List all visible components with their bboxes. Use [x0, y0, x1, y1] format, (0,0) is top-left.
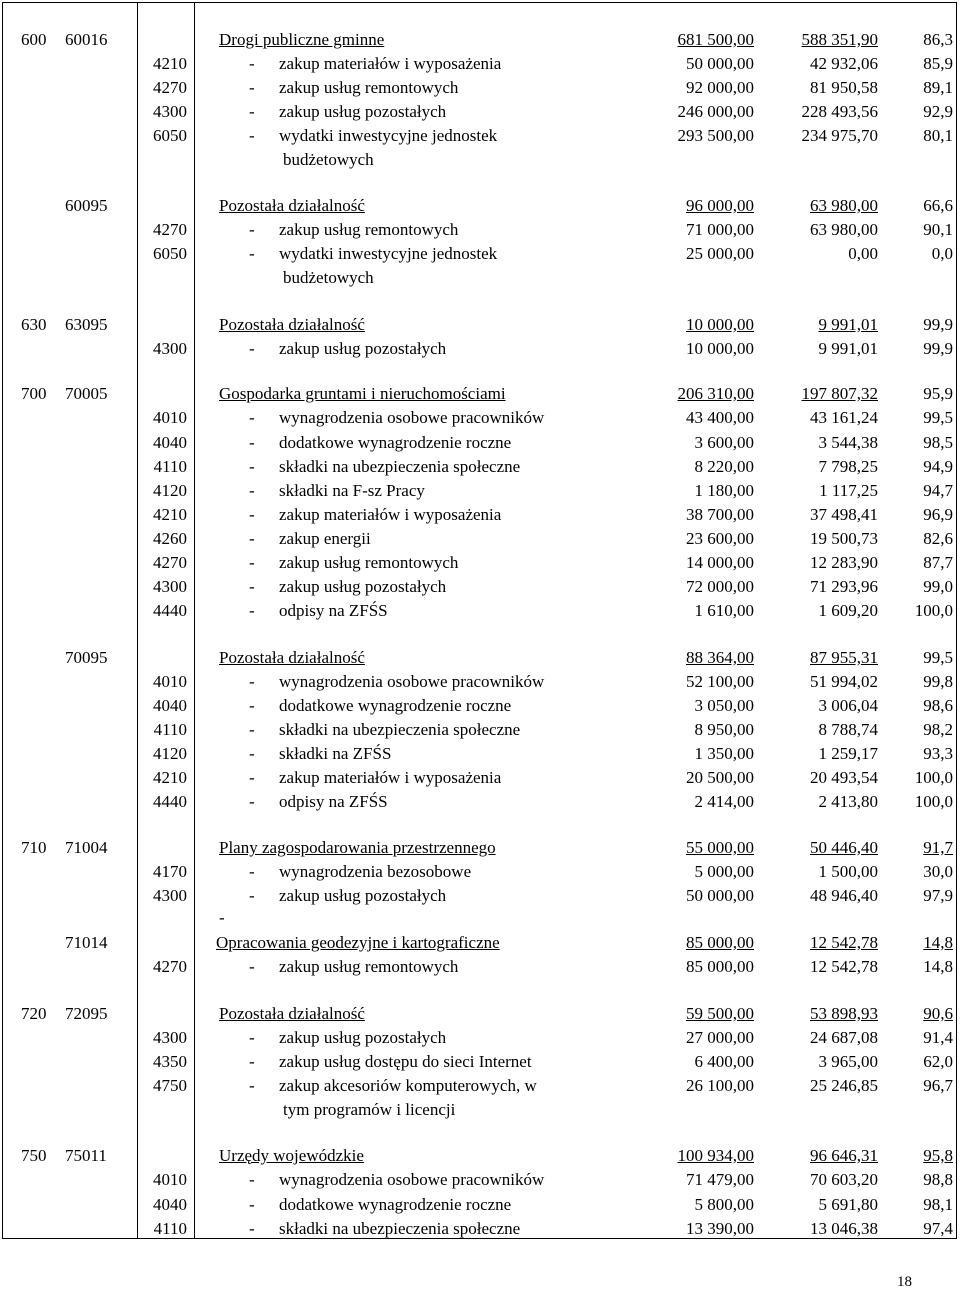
table-row: [3, 382, 956, 406]
percent-value: 99,9: [923, 315, 953, 334]
percent-value: 0,0: [931, 244, 953, 263]
executed-amount: 81 950,58: [810, 78, 878, 97]
table-row: [3, 455, 956, 479]
plan-amount: 8 950,00: [694, 720, 754, 739]
dash: -: [249, 768, 255, 787]
item-text: zakup usług pozostałych: [279, 886, 447, 905]
item-text: wynagrodzenia bezosobowe: [279, 862, 472, 881]
table-row: [3, 52, 956, 76]
plan-amount: 85 000,00: [686, 957, 754, 976]
plan-amount: 14 000,00: [686, 553, 754, 572]
item-text: zakup usług pozostałych: [279, 1028, 447, 1047]
dash: -: [249, 505, 255, 524]
item-text: zakup usług remontowych: [279, 220, 459, 239]
plan-amount: 681 500,00: [677, 30, 754, 49]
plan-amount: 1 180,00: [694, 481, 754, 500]
table-row: [3, 194, 956, 218]
item-text: odpisy na ZFŚS: [279, 601, 388, 620]
executed-amount: 3 544,38: [818, 433, 878, 452]
page-number: 18: [897, 1274, 912, 1290]
item-text: zakup usług pozostałych: [279, 339, 447, 358]
table-row: [3, 766, 956, 790]
item-text: składki na F-sz Pracy: [279, 481, 425, 500]
rozdzial-code: 70095: [65, 648, 108, 667]
table-row: [3, 1217, 956, 1241]
item-text: dodatkowe wynagrodzenie roczne: [279, 1195, 512, 1214]
percent-value: 97,9: [923, 886, 953, 905]
paragraf-code: 4210: [153, 54, 187, 73]
dzial-code: 700: [21, 384, 47, 403]
plan-amount: 50 000,00: [686, 886, 754, 905]
percent-value: 98,5: [923, 433, 953, 452]
percent-value: 98,6: [923, 696, 953, 715]
item-text: wydatki inwestycyjne jednostek: [279, 126, 498, 145]
plan-amount: 72 000,00: [686, 577, 754, 596]
paragraf-code: 4750: [153, 1076, 187, 1095]
table-row: [3, 242, 956, 266]
paragraf-code: 4270: [153, 220, 187, 239]
dash: -: [249, 672, 255, 691]
dash: -: [249, 102, 255, 121]
rozdzial-code: 71014: [65, 933, 108, 952]
paragraf-code: 4260: [153, 529, 187, 548]
percent-value: 98,1: [923, 1195, 953, 1214]
percent-value: 100,0: [914, 601, 953, 620]
paragraf-code: 4300: [153, 339, 187, 358]
executed-amount: 12 542,78: [810, 933, 878, 952]
paragraf-code: 4170: [153, 862, 187, 881]
table-row: [3, 931, 956, 955]
table-row: [3, 28, 956, 52]
dash: -: [249, 696, 255, 715]
table-row: [3, 218, 956, 242]
table-row: [3, 503, 956, 527]
percent-value: 90,1: [923, 220, 953, 239]
percent-value: 94,7: [923, 481, 953, 500]
dash: -: [249, 1219, 255, 1238]
table-row: [3, 1050, 956, 1074]
table-row: [3, 479, 956, 503]
percent-value: 98,2: [923, 720, 953, 739]
percent-value: 85,9: [923, 54, 953, 73]
executed-amount: 12 542,78: [810, 957, 878, 976]
table-row: [3, 575, 956, 599]
percent-value: 14,8: [923, 957, 953, 976]
rozdzial-code: 72095: [65, 1004, 108, 1023]
item-text: zakup usług pozostałych: [279, 577, 447, 596]
item-text: zakup usług remontowych: [279, 553, 459, 572]
item-text: składki na ZFŚS: [279, 744, 392, 763]
paragraf-code: 4110: [153, 720, 187, 739]
dash: -: [249, 78, 255, 97]
executed-amount: 42 932,06: [810, 54, 878, 73]
paragraf-code: 4440: [153, 601, 187, 620]
table-row: [3, 1002, 956, 1026]
paragraf-code: 4300: [153, 102, 187, 121]
dzial-code: 750: [21, 1146, 47, 1165]
section-title: Drogi publiczne gminne: [219, 30, 385, 49]
executed-amount: 9 991,01: [818, 339, 878, 358]
executed-amount: 9 991,01: [818, 315, 878, 334]
dash: -: [249, 886, 255, 905]
paragraf-code: 4010: [153, 1170, 187, 1189]
dash: -: [249, 126, 255, 145]
executed-amount: 51 994,02: [810, 672, 878, 691]
dash: -: [249, 1195, 255, 1214]
dash: -: [249, 457, 255, 476]
executed-amount: 48 946,40: [810, 886, 878, 905]
table-row: [3, 527, 956, 551]
section-title: Pozostała działalność: [219, 315, 365, 334]
table-row: [3, 431, 956, 455]
executed-amount: 70 603,20: [810, 1170, 878, 1189]
plan-amount: 50 000,00: [686, 54, 754, 73]
percent-value: 82,6: [923, 529, 953, 548]
table-row: [3, 718, 956, 742]
plan-amount: 88 364,00: [686, 648, 754, 667]
percent-value: 87,7: [923, 553, 953, 572]
table-row: [3, 100, 956, 124]
plan-amount: 71 000,00: [686, 220, 754, 239]
table-row: [3, 742, 956, 766]
executed-amount: 43 161,24: [810, 408, 878, 427]
plan-amount: 55 000,00: [686, 838, 754, 857]
executed-amount: 1 609,20: [818, 601, 878, 620]
executed-amount: 2 413,80: [818, 792, 878, 811]
table-row: [3, 148, 956, 172]
table-row: [3, 1193, 956, 1217]
percent-value: 95,9: [923, 384, 953, 403]
percent-value: 99,5: [923, 408, 953, 427]
percent-value: 90,6: [923, 1004, 953, 1023]
plan-amount: 23 600,00: [686, 529, 754, 548]
dzial-code: 600: [21, 30, 47, 49]
item-text: składki na ubezpieczenia społeczne: [279, 720, 521, 739]
item-text: zakup usług remontowych: [279, 78, 459, 97]
plan-amount: 10 000,00: [686, 339, 754, 358]
percent-value: 66,6: [923, 196, 953, 215]
item-text: zakup materiałów i wyposażenia: [279, 768, 502, 787]
table-row: [3, 76, 956, 100]
percent-value: 99,0: [923, 577, 953, 596]
plan-amount: 3 600,00: [694, 433, 754, 452]
dash: -: [249, 339, 255, 358]
plan-amount: 43 400,00: [686, 408, 754, 427]
paragraf-code: 4300: [153, 577, 187, 596]
plan-amount: 25 000,00: [686, 244, 754, 263]
dash: -: [249, 408, 255, 427]
percent-value: 99,5: [923, 648, 953, 667]
table-row: [3, 646, 956, 670]
stray-dash: -: [219, 908, 225, 927]
percent-value: 86,3: [923, 30, 953, 49]
section-title: Gospodarka gruntami i nieruchomościami: [219, 384, 506, 403]
paragraf-code: 4270: [153, 78, 187, 97]
dash: -: [249, 529, 255, 548]
executed-amount: 234 975,70: [801, 126, 878, 145]
plan-amount: 3 050,00: [694, 696, 754, 715]
dash: -: [249, 720, 255, 739]
paragraf-code: 4110: [153, 457, 187, 476]
paragraf-code: 4270: [153, 553, 187, 572]
dash: -: [249, 481, 255, 500]
paragraf-code: 6050: [153, 126, 187, 145]
plan-amount: 8 220,00: [694, 457, 754, 476]
plan-amount: 1 350,00: [694, 744, 754, 763]
plan-amount: 13 390,00: [686, 1219, 754, 1238]
executed-amount: 228 493,56: [801, 102, 878, 121]
paragraf-code: 4300: [153, 886, 187, 905]
percent-value: 30,0: [923, 862, 953, 881]
table-row: [3, 1098, 956, 1122]
executed-amount: 7 798,25: [818, 457, 878, 476]
item-text: zakup usług dostępu do sieci Internet: [279, 1052, 532, 1071]
executed-amount: 5 691,80: [818, 1195, 878, 1214]
dash: -: [249, 1028, 255, 1047]
plan-amount: 293 500,00: [677, 126, 754, 145]
item-text: zakup energii: [279, 529, 371, 548]
section-title: Plany zagospodarowania przestrzennego: [219, 838, 496, 857]
table-row: [3, 1074, 956, 1098]
item-text: wynagrodzenia osobowe pracowników: [279, 672, 545, 691]
executed-amount: 24 687,08: [810, 1028, 878, 1047]
executed-amount: 20 493,54: [810, 768, 878, 787]
plan-amount: 206 310,00: [677, 384, 754, 403]
rozdzial-code: 63095: [65, 315, 108, 334]
item-text: wynagrodzenia osobowe pracowników: [279, 408, 545, 427]
dash: -: [249, 1076, 255, 1095]
executed-amount: 96 646,31: [810, 1146, 878, 1165]
paragraf-code: 4040: [153, 696, 187, 715]
executed-amount: 0,00: [848, 244, 878, 263]
executed-amount: 19 500,73: [810, 529, 878, 548]
plan-amount: 10 000,00: [686, 315, 754, 334]
section-title: Pozostała działalność: [219, 648, 365, 667]
dash: -: [249, 1170, 255, 1189]
table-row: [3, 599, 956, 623]
table-row: [3, 884, 956, 908]
executed-amount: 63 980,00: [810, 220, 878, 239]
item-name-continuation: budżetowych: [283, 268, 374, 287]
dash: -: [249, 553, 255, 572]
executed-amount: 13 046,38: [810, 1219, 878, 1238]
dash: -: [249, 957, 255, 976]
table-row: [3, 266, 956, 290]
plan-amount: 2 414,00: [694, 792, 754, 811]
executed-amount: 8 788,74: [818, 720, 878, 739]
executed-amount: 63 980,00: [810, 196, 878, 215]
rozdzial-code: 60016: [65, 30, 108, 49]
table-row: [3, 551, 956, 575]
table-row: [3, 860, 956, 884]
dzial-code: 630: [21, 315, 47, 334]
dash: -: [249, 792, 255, 811]
plan-amount: 38 700,00: [686, 505, 754, 524]
dash: -: [249, 433, 255, 452]
paragraf-code: 4040: [153, 433, 187, 452]
paragraf-code: 4120: [153, 744, 187, 763]
executed-amount: 53 898,93: [810, 1004, 878, 1023]
percent-value: 80,1: [923, 126, 953, 145]
paragraf-code: 4120: [153, 481, 187, 500]
section-title: Urzędy wojewódzkie: [219, 1146, 364, 1165]
item-text: dodatkowe wynagrodzenie roczne: [279, 696, 512, 715]
executed-amount: 3 006,04: [818, 696, 878, 715]
item-text: składki na ubezpieczenia społeczne: [279, 457, 521, 476]
rozdzial-code: 70005: [65, 384, 108, 403]
paragraf-code: 4300: [153, 1028, 187, 1047]
table-row: [3, 670, 956, 694]
plan-amount: 5 800,00: [694, 1195, 754, 1214]
plan-amount: 71 479,00: [686, 1170, 754, 1189]
executed-amount: 12 283,90: [810, 553, 878, 572]
plan-amount: 20 500,00: [686, 768, 754, 787]
plan-amount: 92 000,00: [686, 78, 754, 97]
dzial-code: 710: [21, 838, 47, 857]
table-row: [3, 694, 956, 718]
plan-amount: 85 000,00: [686, 933, 754, 952]
budget-table: [2, 2, 957, 1239]
percent-value: 99,9: [923, 339, 953, 358]
executed-amount: 588 351,90: [801, 30, 878, 49]
paragraf-code: 4110: [153, 1219, 187, 1238]
dash: -: [249, 744, 255, 763]
item-name-continuation: budżetowych: [283, 150, 374, 169]
item-text: składki na ubezpieczenia społeczne: [279, 1219, 521, 1238]
executed-amount: 1 117,25: [819, 481, 878, 500]
plan-amount: 27 000,00: [686, 1028, 754, 1047]
plan-amount: 100 934,00: [677, 1146, 754, 1165]
percent-value: 97,4: [923, 1219, 953, 1238]
percent-value: 96,7: [923, 1076, 953, 1095]
item-text: wynagrodzenia osobowe pracowników: [279, 1170, 545, 1189]
percent-value: 94,9: [923, 457, 953, 476]
dash: -: [249, 244, 255, 263]
table-row: [3, 1026, 956, 1050]
item-text: dodatkowe wynagrodzenie roczne: [279, 433, 512, 452]
percent-value: 91,7: [923, 838, 953, 857]
item-text: zakup materiałów i wyposażenia: [279, 54, 502, 73]
plan-amount: 1 610,00: [694, 601, 754, 620]
rozdzial-code: 75011: [65, 1146, 107, 1165]
rozdzial-code: 71004: [65, 838, 108, 857]
executed-amount: 87 955,31: [810, 648, 878, 667]
table-row: [3, 406, 956, 430]
item-name-continuation: tym programów i licencji: [283, 1100, 456, 1119]
executed-amount: 197 807,32: [801, 384, 878, 403]
percent-value: 89,1: [923, 78, 953, 97]
table-row: [3, 955, 956, 979]
paragraf-code: 4350: [153, 1052, 187, 1071]
table-row: [3, 906, 956, 930]
item-text: zakup materiałów i wyposażenia: [279, 505, 502, 524]
percent-value: 93,3: [923, 744, 953, 763]
percent-value: 91,4: [923, 1028, 953, 1047]
paragraf-code: 4210: [153, 505, 187, 524]
plan-amount: 52 100,00: [686, 672, 754, 691]
percent-value: 98,8: [923, 1170, 953, 1189]
percent-value: 99,8: [923, 672, 953, 691]
plan-amount: 5 000,00: [694, 862, 754, 881]
dash: -: [249, 601, 255, 620]
item-text: odpisy na ZFŚS: [279, 792, 388, 811]
paragraf-code: 6050: [153, 244, 187, 263]
table-row: [3, 836, 956, 860]
section-title: Pozostała działalność: [219, 1004, 365, 1023]
table-row: [3, 124, 956, 148]
percent-value: 100,0: [914, 792, 953, 811]
executed-amount: 1 259,17: [818, 744, 878, 763]
plan-amount: 96 000,00: [686, 196, 754, 215]
plan-amount: 6 400,00: [694, 1052, 754, 1071]
paragraf-code: 4210: [153, 768, 187, 787]
table-row: [3, 1168, 956, 1192]
dash: -: [249, 862, 255, 881]
item-text: wydatki inwestycyjne jednostek: [279, 244, 498, 263]
dash: -: [249, 577, 255, 596]
paragraf-code: 4440: [153, 792, 187, 811]
paragraf-code: 4010: [153, 408, 187, 427]
plan-amount: 246 000,00: [677, 102, 754, 121]
executed-amount: 25 246,85: [810, 1076, 878, 1095]
rozdzial-code: 60095: [65, 196, 108, 215]
item-text: zakup usług remontowych: [279, 957, 459, 976]
dzial-code: 720: [21, 1004, 47, 1023]
executed-amount: 37 498,41: [810, 505, 878, 524]
dash: -: [249, 220, 255, 239]
percent-value: 100,0: [914, 768, 953, 787]
paragraf-code: 4040: [153, 1195, 187, 1214]
plan-amount: 26 100,00: [686, 1076, 754, 1095]
percent-value: 62,0: [923, 1052, 953, 1071]
percent-value: 92,9: [923, 102, 953, 121]
section-title: Opracowania geodezyjne i kartograficzne: [216, 933, 500, 952]
dash: -: [249, 54, 255, 73]
item-text: zakup akcesoriów komputerowych, w: [279, 1076, 537, 1095]
executed-amount: 3 965,00: [818, 1052, 878, 1071]
item-text: zakup usług pozostałych: [279, 102, 447, 121]
paragraf-code: 4270: [153, 957, 187, 976]
table-row: [3, 337, 956, 361]
executed-amount: 71 293,96: [810, 577, 878, 596]
percent-value: 96,9: [923, 505, 953, 524]
dash: -: [249, 1052, 255, 1071]
executed-amount: 50 446,40: [810, 838, 878, 857]
table-row: [3, 313, 956, 337]
table-row: [3, 790, 956, 814]
executed-amount: 1 500,00: [818, 862, 878, 881]
paragraf-code: 4010: [153, 672, 187, 691]
section-title: Pozostała działalność: [219, 196, 365, 215]
table-row: [3, 1144, 956, 1168]
percent-value: 14,8: [923, 933, 953, 952]
percent-value: 95,8: [923, 1146, 953, 1165]
plan-amount: 59 500,00: [686, 1004, 754, 1023]
